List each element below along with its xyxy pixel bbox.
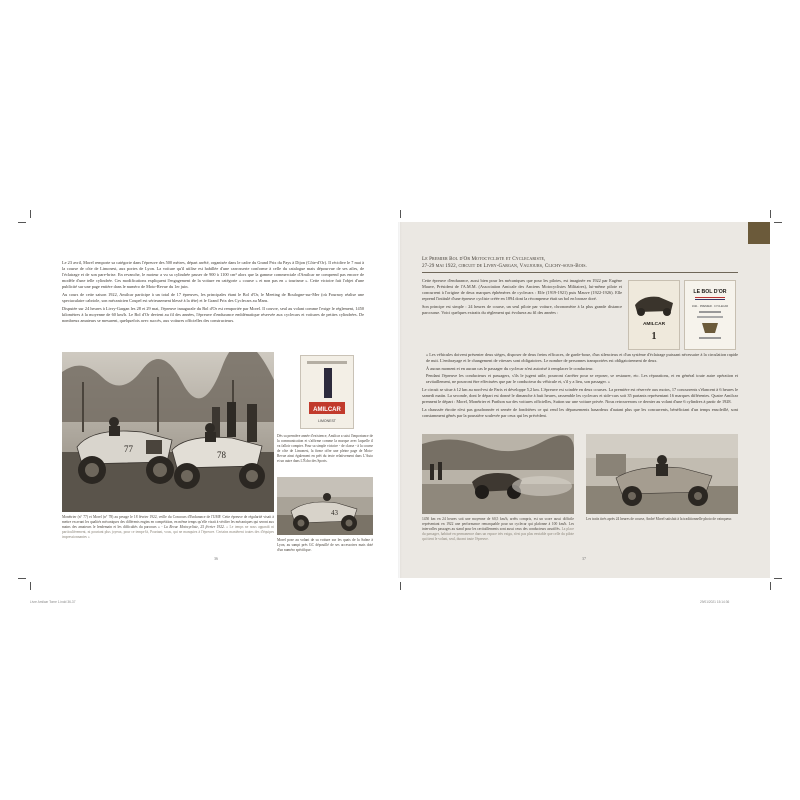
paragraph: Le 23 avril, Morel remporte sa catégorie dans l'épreuve des 500 mètres, départ arrêté, organisée dans le cadre du Grand Prix du Pays à Dijon (Côte-d'Or). Il récidive le 7 mai à la course de côte de Limonest, aux portes de Lyon. La voiture qu'il utilise est habillée d'une carrosserie conforme à celle du catalogue mais dépourvue de ses ailes, de l'éclairage et de son pare-brise. En revanche, le moteur a vu sa cylindrée passer de 900 à 1100 cm³ alors que la gamme commerciale d'Amilcar ne comprend pas encore de modèle d'une telle cylindrée. Ces modifications expliquent l'engagement de la voiture en catégorie « course » et non pas en « tourisme ». Cette victoire fait l'objet d'une publicité sur une page entière dans le numéro de Moto-Revue du 1er juin.: [62, 260, 364, 290]
photo-morel-race-car: [277, 477, 373, 535]
section-heading: Le Premier Bol d'Or Motocycliste et Cyclecariste, 27-29 mai 1922, circuit de Livry-Gargan, Vaujours, Clichy-sous-Bois.: [422, 256, 587, 269]
heading-rule: [422, 272, 738, 273]
crop-mark: [30, 210, 31, 218]
page-number-left: 36: [214, 556, 218, 561]
chapter-tab: [748, 222, 770, 244]
svg-text:43: 43: [331, 509, 338, 517]
crop-mark: [774, 578, 782, 579]
slug-left: Livre Amilcar Tome 1.indd 36-37: [30, 600, 76, 604]
page-number-right: 37: [582, 556, 586, 561]
right-rules-text: « Les véhicules doivent présenter deux sièges, disposer de deux freins efficaces, de garde-boue, d'un silencieux et d'un système d'éclairage puissant nécessaire à la circulation rapide de nuit. L'embrayage et le changement de vitesses sont obligatoires. Le nombre de personnes transportées est obligatoirement de deux. À aucun moment et en aucun cas le passager du cyclecar n'est autorisé à remplacer le conducteur. Pendant l'épreuve les conducteurs et passagers, s'ils le jugent utile, pourront s'arrêter pour se reposer, se restaurer, etc. Les réparations, et en général toute autre opération et ravitaillement, ne pourront être effectuées que par le conducteur du véhicule et, s'il y a lieu, son passager. » Le circuit se situe à 12 km au nord-est de Paris et développe 5,2 km. L'épreuve est scindée en deux courses. La première est réservée aux motos, 17 concurrents s'élancent à 6 heures le samedi matin. La seconde, dont le départ est donné le dimanche à huit heures, rassemble les cyclecars et side-cars soit 35 partants représentant 16 marques différentes. Quatre Amilcar prennent le départ : Morel, Monétrier et Parthon sur des voitures officielles, Sutton sur une voiture privée. Nous retrouverons ce dernier au volant d'une 6 cylindres à partir de 1928. La chaussée étroite n'est pas goudronnée et semée de fondrières ce qui rend les dépassements hasardeux d'autant plus que les concurrents, bénéficiant d'un temps ensoleillé, sont constamment gênés par la poussière soulevée par ceux qui les précèdent.: [422, 352, 738, 418]
caption-race: Morel pose au volant de sa voiture sur les quais de la Saône à Lyon, au sampt près GC dépouillé de ses accessoires mais doté d'un numéro spécifique.: [277, 538, 373, 552]
photo-race-dust: [422, 434, 574, 514]
paragraph: Disputée sur 24 heures à Livry-Gargan les 28 et 29 mai, l'épreuve inaugurale du Bol d'Or est remportée par Morel. Il couvre, seul au volant comme l'exige le règlement, 1450 kilomètres à la moyenne de 60 km/h. Le Bol d'Or devient au fil des années, l'épreuve d'endurance emblématique réservée aux cyclecars et voitures de petites cylindrées. De nombreux amateurs se mesurent, quelquefois avec succès, aux voitures officielles des constructeurs.: [62, 305, 364, 323]
book-spread: [30, 222, 770, 578]
crop-mark: [18, 222, 26, 223]
crop-mark: [400, 582, 401, 590]
photo-cyclecars-weighing: [62, 352, 274, 512]
crop-mark: [400, 210, 401, 218]
left-page: [30, 222, 400, 578]
right-page: [400, 222, 770, 578]
poster-brand: AMILCAR: [313, 407, 341, 413]
ad-bol-sub: 1921 · PREMIER · CYCLECAR: [691, 305, 729, 308]
crop-mark: [774, 222, 782, 223]
svg-text:1: 1: [651, 331, 657, 342]
crop-mark: [770, 210, 771, 218]
caption-morel-winner: Les traits tirés après 24 heures de course, André Morel satisfait à la traditionnelle photo de vainqueur.: [586, 517, 732, 521]
svg-text:78: 78: [217, 450, 226, 460]
slug-right: 29/01/2021 15:14:36: [700, 600, 730, 604]
caption-race-dust: 1450 km en 24 heures soit une moyenne de 60,5 km/h, arrêts compris, est un score aussi difficile représentant en 1922 une performance remarquable pour un cyclecar qui plafonne à 100 km/h. Les intervalles passages au stand pour les ravitaillements sont aussi ceux des conducteurs assoiffés. La place du passager, habitué en permanence dans un espace très exigu, n'est pas plus enviable que celle du pilote qui tient le volant, seul, durant toute l'épreuve.: [422, 517, 574, 541]
photo-morel-winner: [586, 434, 738, 514]
svg-text:77: 77: [124, 444, 133, 454]
gutter-shadow: [398, 222, 402, 578]
right-intro-text: Cette épreuve d'endurance, aussi bien pour les mécaniques que pour les pilotes, est imaginée en 1922 par Eugène Mauve, Président de l'A.M.M. (Association Amicale des Anciens Motocyclistes Militaires), lui-même pilote et concurrent à l'origine de deux marques éphémères de cyclecars : Elfe (1919-1921) puis Mauve (1922-1926). Elle reprend l'intitulé d'une épreuve cycliste créée en 1894 dont la récompense était un bol en bronze doré. Son principe est simple : 24 heures de course, un seul pilote par voiture, chronomètre à la plus grande distance parcourue. Voici quelques extraits du règlement qui évoluera au fil des années :: [422, 278, 622, 315]
crop-mark: [30, 582, 31, 590]
caption-poster: Dès sa première année d'existence, Amilcar a saisi l'importance de la communication et s'affirme comme la marque avec laquelle il va falloir compter. Pour sa simple victoire - de classe - à la course de côte de Limonest, la firme offre une pleine page de Moto-Revue ainsi également en prêt du texte relativement dans L'Auto et un autre dans L'Écho des Sports.: [277, 434, 373, 463]
paragraph: Au cours de cette saison 1922, Amilcar participe à un total de 17 épreuves, les principales étant le Bol d'Or, le Meeting de Boulogne-sur-Mer (où Fournoy réalise une spectaculaire cabriole, son mécanicien Coupel est sérieusement blessé à la tête) et le Grand Prix des Cyclecars au Mans.: [62, 291, 364, 304]
ad-bol-dor: [684, 280, 736, 350]
caption-main: Monétrier (n° 77) et Morel (n° 78) au pesage le 18 février 1922, veille du Concours d'Endurance de l'UMF. Cette épreuve de régularité visait à mettre en avant les qualités mécaniques des différents engins en compétition, en même temps qu'elle visait à vérifier les mécaniques qui seront aux mains des amateurs le lendemain et les difficultés du parcours » - La Revue Motocycliste, 25 février 1922. « Le temps ne nous apparaît ni particulièrement, ni pourtant plus joyeux, pour ce temps-là, Pourtant, vous, qui ne manquiez à l'épreuve. Certains manièrent toutes des d'équipes impressionnantes »: [62, 515, 274, 539]
ad-bol-title: LE BOL D'OR: [693, 289, 727, 295]
poster-sub: LIMONEST: [318, 419, 336, 423]
crop-mark: [770, 582, 771, 590]
left-body-text: [62, 260, 364, 325]
ad-amilcar-brand: AMILCAR: [642, 322, 666, 327]
crop-mark: [18, 578, 26, 579]
ad-amilcar: [628, 280, 680, 350]
poster-amilcar-advert: [300, 355, 354, 429]
